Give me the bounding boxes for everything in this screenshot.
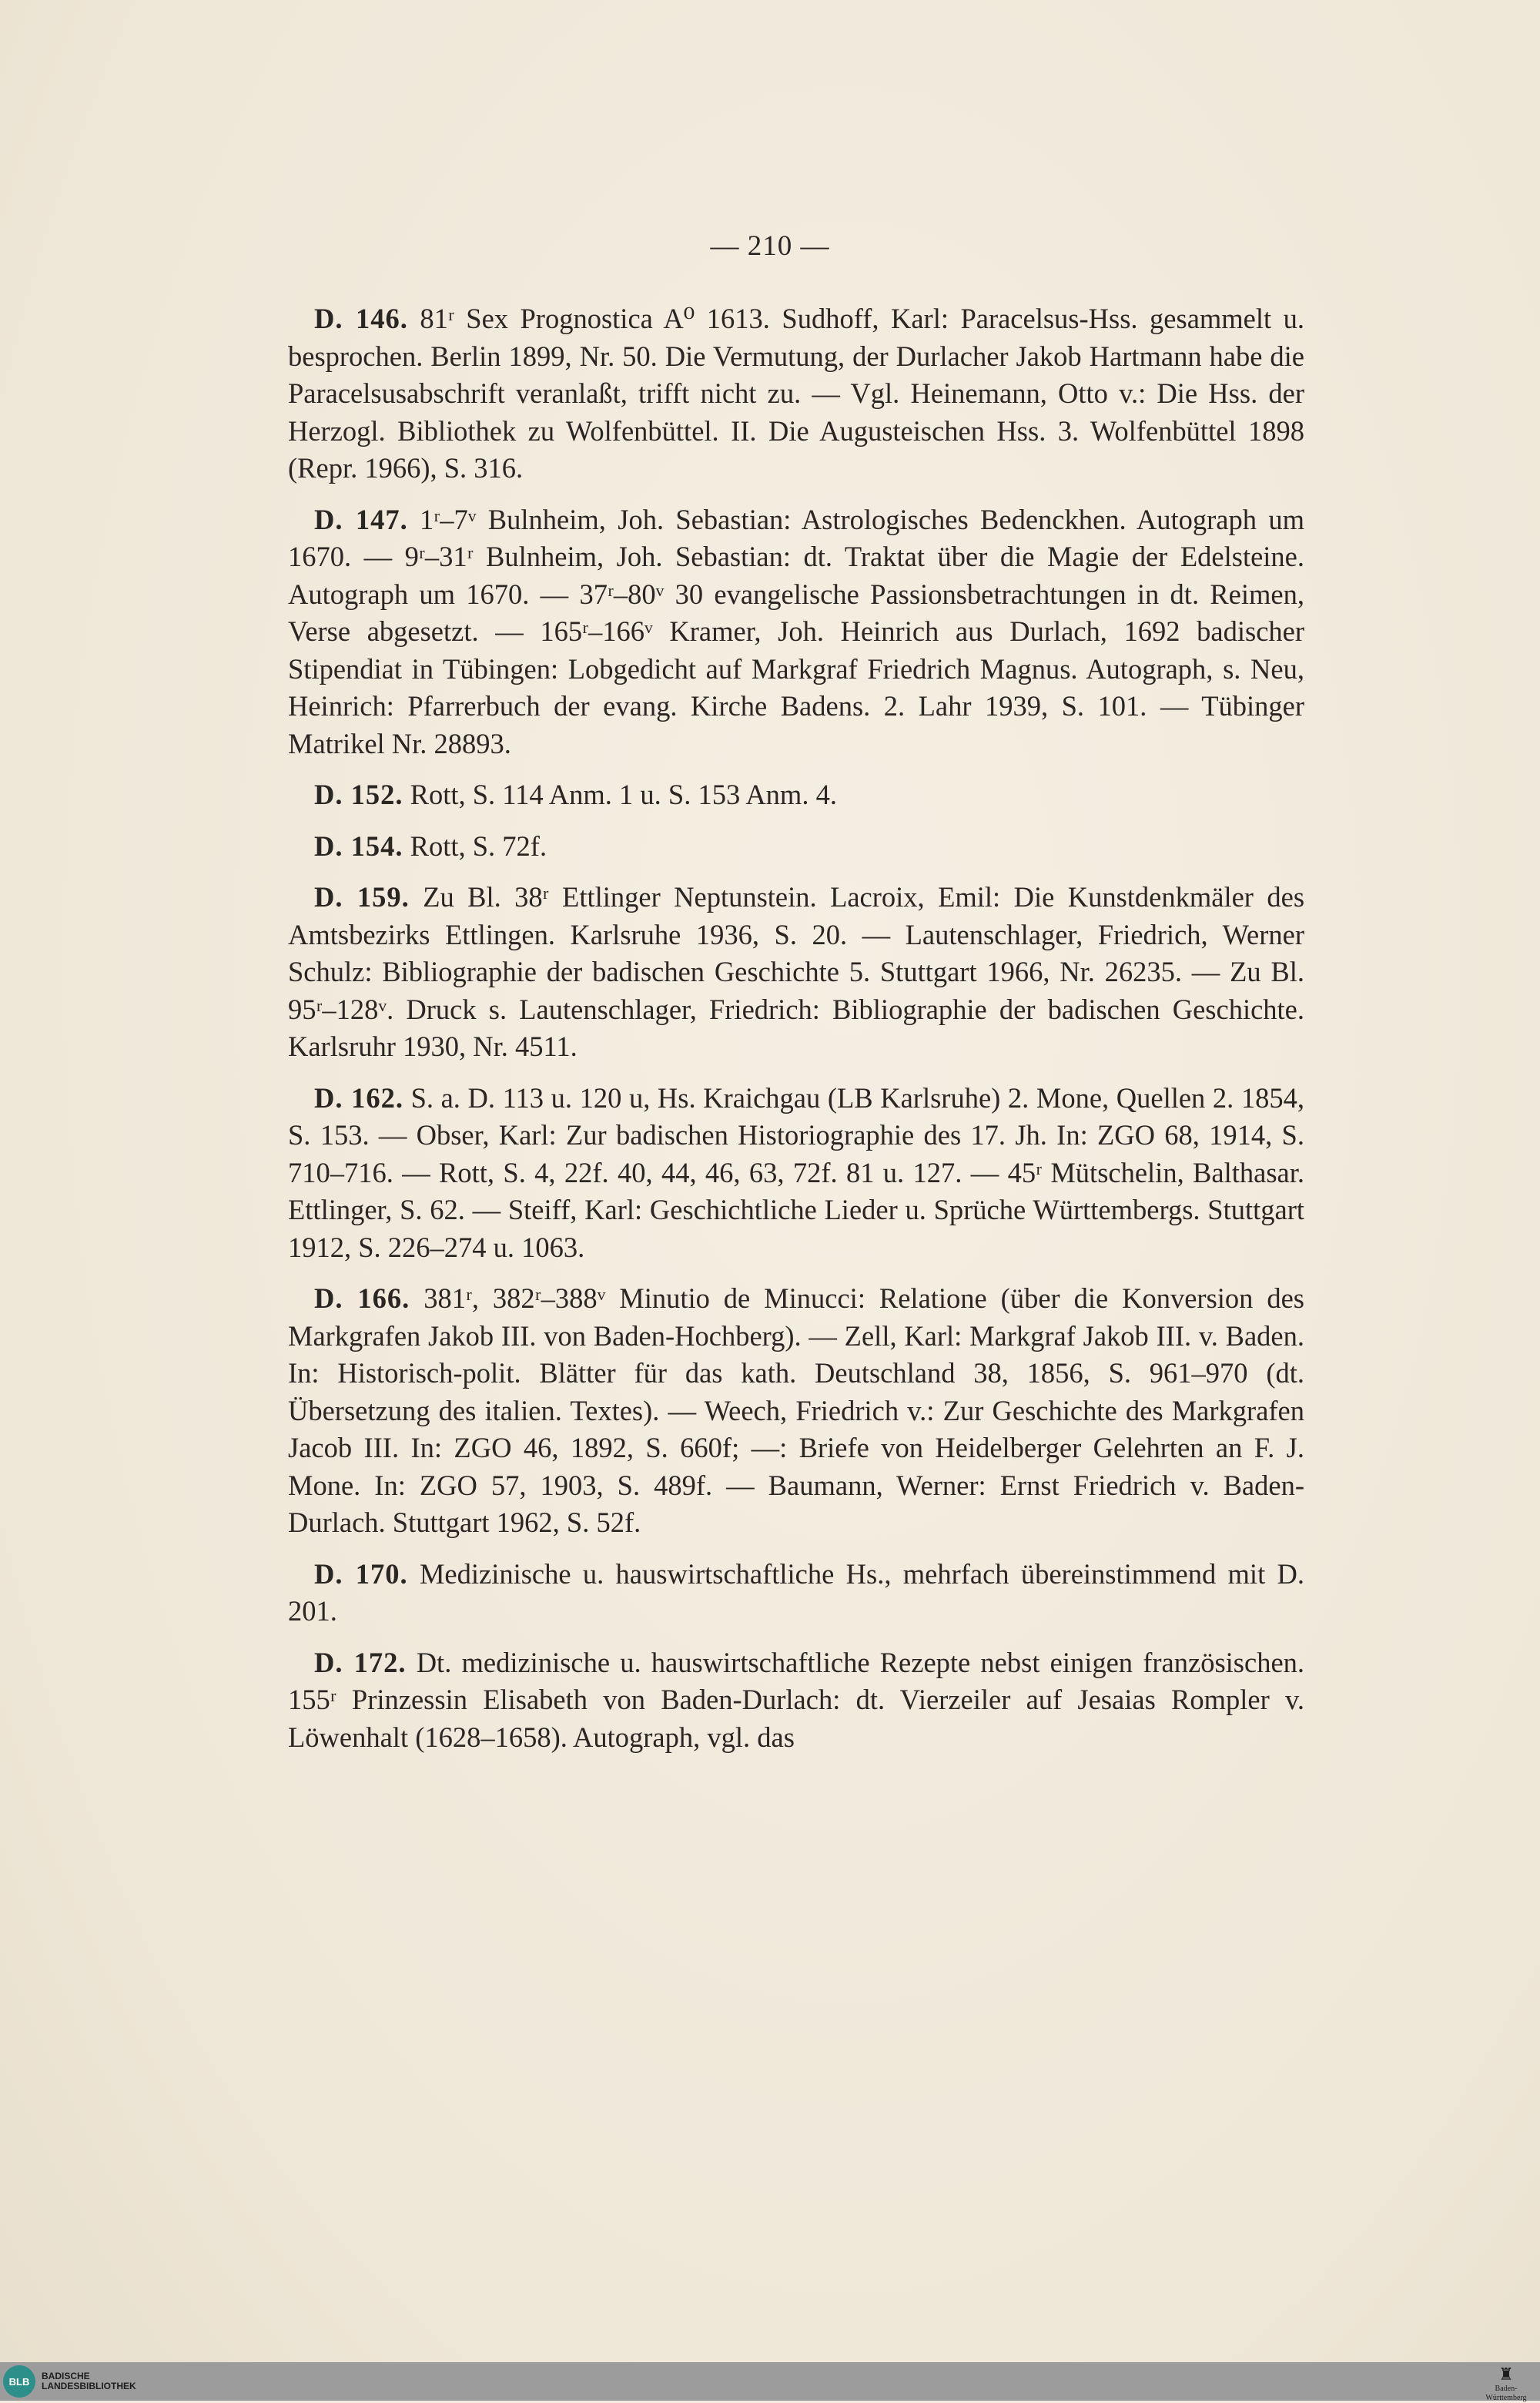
entry [288, 1556, 1312, 1630]
coat-of-arms-icon: ♜ [1498, 2364, 1514, 2384]
entry-text: Rott, S. 114 Anm. 1 u. S. 153 Anm. 4. [410, 779, 837, 810]
entry [288, 1080, 1312, 1267]
entry-text: Zu Bl. 38ʳ Ettlinger Neptunstein. Lacroix, Emil: Die Kunstdenkmäler des Amtsbezirks Ettlingen. Karlsruhe 1936, S. 20. — Lautenschlager, Friedrich, Werner Schulz: Bibliographie der badischen Geschichte 5. Stuttgart 1966, Nr. 26235. — Zu Bl. 95ʳ–128ᵛ. Druck s. Lautenschlager, Friedrich: Bibliographie der badischen Geschichte. Karlsruhr 1930, Nr. 4511. [288, 881, 1312, 1062]
entry-id: D. 162. [314, 1081, 403, 1114]
baden-wuerttemberg-logo [1475, 2364, 1537, 2403]
entry-text: Dt. medizinische u. hauswirtschaftliche Rezepte nebst einigen französischen. 155ʳ Prinzessin Elisabeth von Baden-Durlach: dt. Vierzeiler auf Jesaias Rompler v. Löwenhalt (1628–1658). Autograph, vgl. das [288, 1646, 1312, 1753]
library-name-line2: LANDESBIBLIOTHEK [42, 2381, 136, 2391]
entry [288, 879, 1312, 1066]
entry-id: D. 166. [314, 1282, 410, 1314]
library-name [42, 2371, 136, 2391]
entry-text: Rott, S. 72f. [410, 829, 547, 862]
page-number: — 210 — [710, 230, 830, 262]
entry-text: S. a. D. 113 u. 120 u, Hs. Kraichgau (LB Karlsruhe) 2. Mone, Quellen 2. 1854, S. 153. — Obser, Karl: Zur badischen Historiographie des 17. Jh. In: ZGO 68, 1914, S. 710–716. — Rott, S. 4, 22f. 40, 44, 46, 63, 72f. 81 u. 127. — 45ʳ Mütschelin, Balthasar. Ettlinger, S. 62. — Steiff, Karl: Geschichtliche Lieder u. Sprüche Württembergs. Stuttgart 1912, S. 226–274 u. 1063. [288, 1081, 1312, 1263]
entry-text: 81ʳ Sex Prognostica A⁰ 1613. Sudhoff, Karl: Paracelsus-Hss. gesammelt u. besprochen. Berlin 1899, Nr. 50. Die Vermutung, der Durlacher Jakob Hartmann habe die Paracelsusabschrift veranlaßt, trifft nicht zu. — Vgl. Heinemann, Otto v.: Die Hss. der Herzogl. Bibliothek zu Wolfenbüttel. II. Die Augusteischen Hss. 3. Wolfenbüttel 1898 (Repr. 1966), S. 316. [288, 303, 1312, 484]
entry-text: Medizinische u. hauswirtschaftliche Hs., mehrfach übereinstimmend mit D. 201. [288, 1557, 1312, 1627]
footer-bar [0, 2362, 1540, 2401]
entry [288, 501, 1312, 763]
entry-id: D. 159. [314, 881, 410, 913]
entry [288, 1644, 1312, 1757]
entry-id: D. 147. [314, 503, 408, 535]
entry [288, 300, 1312, 488]
entry-id: D. 146. [314, 303, 408, 334]
entry [288, 1280, 1312, 1542]
entry-id: D. 170. [314, 1557, 408, 1590]
entry-id: D. 172. [314, 1646, 407, 1678]
entry-text: 381ʳ, 382ʳ–388ᵛ Minutio de Minucci: Relatione (über die Konversion des Markgrafen Jakob III. von Baden-Hochberg). — Zell, Karl: Markgraf Jakob III. v. Baden. In: Historisch-polit. Blätter für das kath. Deutschland 38, 1856, S. 961–970 (dt. Übersetzung des italien. Textes). — Weech, Friedrich v.: Zur Geschichte des Markgrafen Jacob III. In: ZGO 46, 1892, S. 660f; —: Briefe von Heidelberger Gelehrten an F. J. Mone. In: ZGO 57, 1903, S. 489f. — Baumann, Werner: Ernst Friedrich v. Baden-Durlach. Stuttgart 1962, S. 52f. [288, 1282, 1312, 1538]
blb-logo-icon[interactable]: BLB [3, 2365, 35, 2398]
entry [288, 776, 1304, 814]
entry-text: 1ʳ–7ᵛ Bulnheim, Joh. Sebastian: Astrologisches Bedenckhen. Autograph um 1670. — 9ʳ–31ʳ Bulnheim, Joh. Sebastian: dt. Traktat über die Magie der Edelsteine. Autograph um 1670. — 37ʳ–80ᵛ 30 evangelische Passionsbetrachtungen in dt. Reimen, Verse abgesetzt. — 165ʳ–166ᵛ Kramer, Joh. Heinrich aus Durlach, 1692 badischer Stipendiat in Tübingen: Lobgedicht auf Markgraf Friedrich Magnus. Autograph, s. Neu, Heinrich: Pfarrerbuch der evang. Kirche Badens. 2. Lahr 1939, S. 101. — Tübinger Matrikel Nr. 28893. [288, 503, 1312, 759]
entry [288, 828, 1304, 866]
library-name-line1: BADISCHE [42, 2371, 90, 2381]
entry-list [288, 300, 1312, 1770]
entry-id: D. 154. [314, 829, 403, 862]
baden-wuerttemberg-label: Baden-Württemberg [1485, 2385, 1527, 2402]
entry-id: D. 152. [314, 779, 403, 810]
